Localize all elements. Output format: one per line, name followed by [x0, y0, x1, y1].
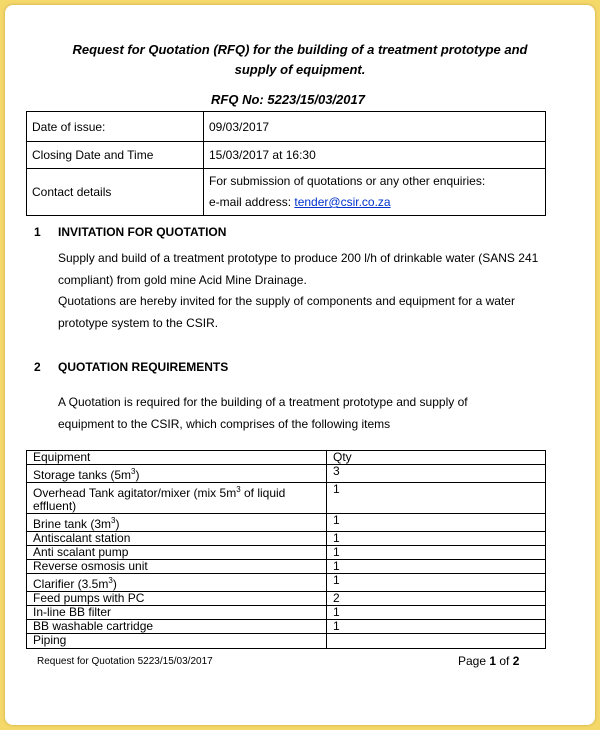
rfq-number: RFQ No: 5223/15/03/2017 [211, 92, 365, 107]
footer-reference: Request for Quotation 5223/15/03/2017 [37, 656, 213, 667]
equipment-header-row [27, 451, 546, 465]
equipment-name: In-line BB filter [27, 606, 327, 620]
equipment-qty: 1 [327, 532, 546, 546]
table-row [27, 532, 546, 546]
table-row [27, 592, 546, 606]
equipment-name: BB washable cartridge [27, 620, 327, 634]
info-table [26, 111, 546, 216]
equipment-qty: 2 [327, 592, 546, 606]
contact-line-1: For submission of quotations or any other enquiries: [209, 174, 486, 188]
document-title [0, 40, 600, 80]
equipment-qty: 1 [327, 574, 546, 592]
table-row [27, 574, 546, 592]
equipment-name: Feed pumps with PC [27, 592, 327, 606]
page-word: Page [458, 654, 490, 668]
equipment-name: Anti scalant pump [27, 546, 327, 560]
section-1-heading [34, 225, 226, 239]
table-row [27, 483, 546, 514]
equipment-qty: 1 [327, 560, 546, 574]
equipment-qty [327, 634, 546, 649]
equipment-qty: 1 [327, 483, 546, 514]
info-row-contact [27, 169, 546, 216]
section-1-paragraph-1: Supply and build of a treatment prototype to produce 200 l/h of drinkable water (SANS 241 compliant) from gold mine Acid Mine Drainage. [58, 251, 539, 287]
info-row-date [27, 112, 546, 142]
closing-value: 15/03/2017 at 16:30 [204, 142, 546, 169]
equipment-qty: 1 [327, 546, 546, 560]
equipment-qty: 1 [327, 514, 546, 532]
section-2-heading [34, 360, 228, 374]
email-prefix: e-mail address: [209, 195, 295, 209]
equipment-qty: 1 [327, 606, 546, 620]
page-indicator [458, 654, 519, 668]
equipment-name: Piping [27, 634, 327, 649]
equipment-name: Overhead Tank agitator/mixer (mix $5m^3$ of liquid effluent) [27, 483, 327, 514]
qty-header: Qty [327, 451, 546, 465]
equipment-name: Antiscalant station [27, 532, 327, 546]
equipment-qty: 1 [327, 620, 546, 634]
contact-line-2 [209, 192, 540, 213]
closing-label: Closing Date and Time [27, 142, 204, 169]
title-line-1: Request for Quotation (RFQ) for the building of a treatment prototype and [72, 42, 528, 57]
table-row [27, 560, 546, 574]
equipment-table [26, 450, 546, 649]
section-1-text [58, 248, 548, 334]
contact-label: Contact details [27, 169, 204, 216]
page-total: 2 [512, 654, 520, 668]
table-row [27, 620, 546, 634]
equipment-header: Equipment [27, 451, 327, 465]
section-1-title: INVITATION FOR QUOTATION [58, 225, 227, 239]
contact-value [204, 169, 546, 216]
email-link[interactable]: tender@csir.co.za [294, 195, 391, 209]
section-2-paragraph: A Quotation is required for the building of a treatment prototype and supply of equipment to the CSIR, which comprises of the following items [58, 395, 468, 431]
section-2-title: QUOTATION REQUIREMENTS [58, 360, 229, 374]
equipment-name: Brine tank $(3m^3)$ [27, 514, 327, 532]
table-row [27, 546, 546, 560]
table-row [27, 514, 546, 532]
page-of: of [496, 654, 513, 668]
table-row [27, 465, 546, 483]
equipment-qty: 3 [327, 465, 546, 483]
section-1-number: 1 [34, 225, 41, 239]
info-row-closing [27, 142, 546, 169]
date-label: Date of issue: [27, 112, 204, 142]
table-row [27, 634, 546, 649]
equipment-name: Clarifier $(3.5m^3)$ [27, 574, 327, 592]
section-2-number: 2 [34, 360, 41, 374]
date-value: 09/03/2017 [204, 112, 546, 142]
equipment-name: Storage tanks $(5m^3)$ [27, 465, 327, 483]
table-row [27, 606, 546, 620]
page-current: 1 [489, 654, 497, 668]
section-1-paragraph-2: Quotations are hereby invited for the supply of components and equipment for a water prototype system to the CSIR. [58, 294, 515, 330]
title-line-2: supply of equipment. [234, 62, 366, 77]
equipment-name: Reverse osmosis unit [27, 560, 327, 574]
